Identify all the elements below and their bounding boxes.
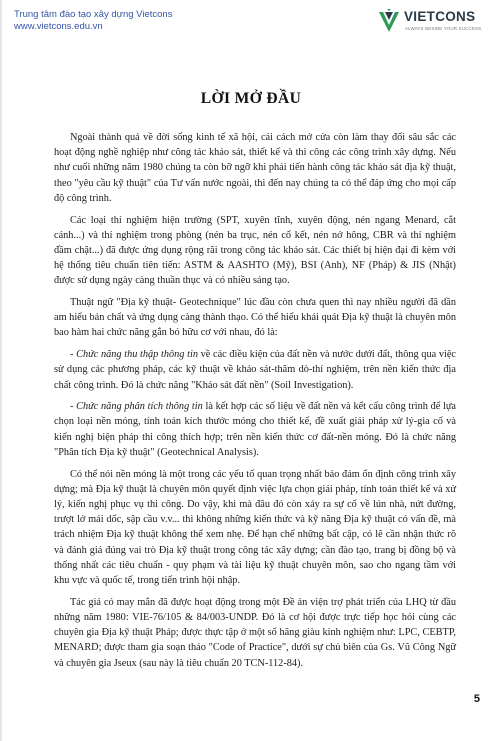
document-body xyxy=(54,130,456,677)
paragraph-7 xyxy=(54,595,456,671)
page-title: LỜI MỞ ĐẦU xyxy=(200,90,302,107)
vietcons-logo xyxy=(378,6,490,40)
paragraph-lead-italic: - Chức năng phân tích thông tin xyxy=(70,401,203,413)
paragraph-text: Có thể nói nền móng là một trong các yếu tố quan trọng nhất bảo đảm ổn định công trình xây dựng; mà Địa kỹ thuật là chuyên môn quyết định việc lựa chọn giải pháp, tính toán thiết kế và xử lý, kiến nghị phục vụ thi công. Do vậy, khi mà đâu đó còn xảy ra sự cố về lún nhà, nứt đường, trượt lở mái dốc, sập cầu v.v... thì không những kiến thức và kỹ năng Địa kỹ thuật có vấn đề, mà trách nhiệm Địa kỹ thuật không thể xem nhẹ. Để hạn chế những bất cập, có lẽ cần nhận thức rõ và đánh giá đúng vai trò Địa kỹ thuật trong công tác xây dựng; cần đào tạo, trang bị đồng bộ và thống nhất các tiêu chuẩn - quy phạm và tài liệu kỹ thuật chuyên môn, sao cho ngang tầm với khu vực và quốc tế, trong tiến trình hội nhập. xyxy=(54,468,456,586)
paragraph-text: là kết hợp các số liệu về đất nền và kết cấu công trình để lựa chọn loại nền móng, tính toán kích thước móng cho thiết kế, đề xuất giải pháp xử lý-gia cố và kiến nghị biện pháp thi công thích hợp; trên nền kiến thức cơ đất-nền móng. Đó là chức năng "Phân tích Địa kỹ thuật" (Geotechnical Analysis). xyxy=(54,401,457,458)
paragraph-1 xyxy=(54,130,456,206)
paragraph-5 xyxy=(54,399,456,460)
paragraph-lead-italic: - Chức năng thu thập thông tin xyxy=(70,349,198,361)
logo-tagline: ALWAYS BESIDE YOUR SUCCESS xyxy=(405,26,482,31)
vietcons-v-mark-icon xyxy=(378,8,400,34)
paragraph-3 xyxy=(54,295,456,341)
paragraph-text: về các điều kiện của đất nền và nước dưới đất, thông qua việc sử dụng các phương pháp, các kỹ thuật về khảo sát-thăm dò-thí nghiệm, trên nền kiến thức địa chất công trình. Đó là chức năng "Khảo sát đất nền" (Soil Investigation). xyxy=(54,349,456,391)
paragraph-2 xyxy=(54,213,456,289)
paragraph-6 xyxy=(54,467,456,589)
header-website-link[interactable]: www.vietcons.edu.vn xyxy=(14,21,103,32)
logo-wordmark: VIETCONS xyxy=(404,9,476,24)
page-number: 5 xyxy=(473,693,480,705)
paragraph-text: Thuật ngữ "Địa kỹ thuật- Geotechnique" lúc đầu còn chưa quen thì nay nhiều người đã dần am hiểu bản chất và ứng dụng càng thành thạo. Có thể hiểu khái quát Địa kỹ thuật là chuyên môn bao hàm hai chức năng gắn bó hữu cơ với nhau, đó là: xyxy=(54,297,456,339)
page-header xyxy=(14,9,172,33)
paragraph-4 xyxy=(54,347,456,393)
header-org-name[interactable]: Trung tâm đào tạo xây dựng Vietcons xyxy=(14,9,173,20)
paragraph-text: Các loại thí nghiệm hiện trường (SPT, xuyên tĩnh, xuyên động, nén ngang Menard, cắt cánh...) và thí nghiệm trong phòng (nén ba trục, nén cố kết, nén nở hông, CBR và thí nghiệm đầm chặt...) đã được ứng dụng rộng rãi trong công tác khảo sát. Các thiết bị hiện đại đi kèm với hệ thống tiêu chuẩn tiên tiến: ASTM & AASHTO (Mỹ), BSI (Anh), NF (Pháp) & JIS (Nhật) được sử dụng ngày càng thuần thục và có nhiều sáng tạo. xyxy=(54,214,456,287)
paragraph-text: Tác giả có may mắn đã được hoạt động trong một Đề án viện trợ phát triển của LHQ từ đầu những năm 1980: VIE-76/105 & 84/003-UNDP. Đó là cơ hội được trực tiếp học hỏi cùng các chuyên gia Địa kỹ thuật Pháp; được thực tập ở một số hãng giàu kinh nghiệm như: LPC, CEBTP, MENARD; được tham gia soạn thảo "Code of Practice", dưới sự chủ biên của Gs. Vũ Công Ngữ và chuyên gia Jseux (sau này là tiêu chuẩn 20 TCN-112-84). xyxy=(54,596,456,669)
paragraph-text: Ngoài thành quả về đời sống kinh tế xã hội, cải cách mở cửa còn làm thay đổi sâu sắc các hoạt động nghề nghiệp như công tác khảo sát, thiết kế và thi công các công trình xây dựng. Nếu như cuối những năm 1980 chúng ta còn bỡ ngỡ khi phải tiến hành công tác khảo sát địa kỹ thuật, theo "yêu cầu kỹ thuật" của Tư vấn nước ngoài, thì đến nay chúng ta có thể đáp ứng cho mọi cấp độ công trình. xyxy=(54,132,456,204)
